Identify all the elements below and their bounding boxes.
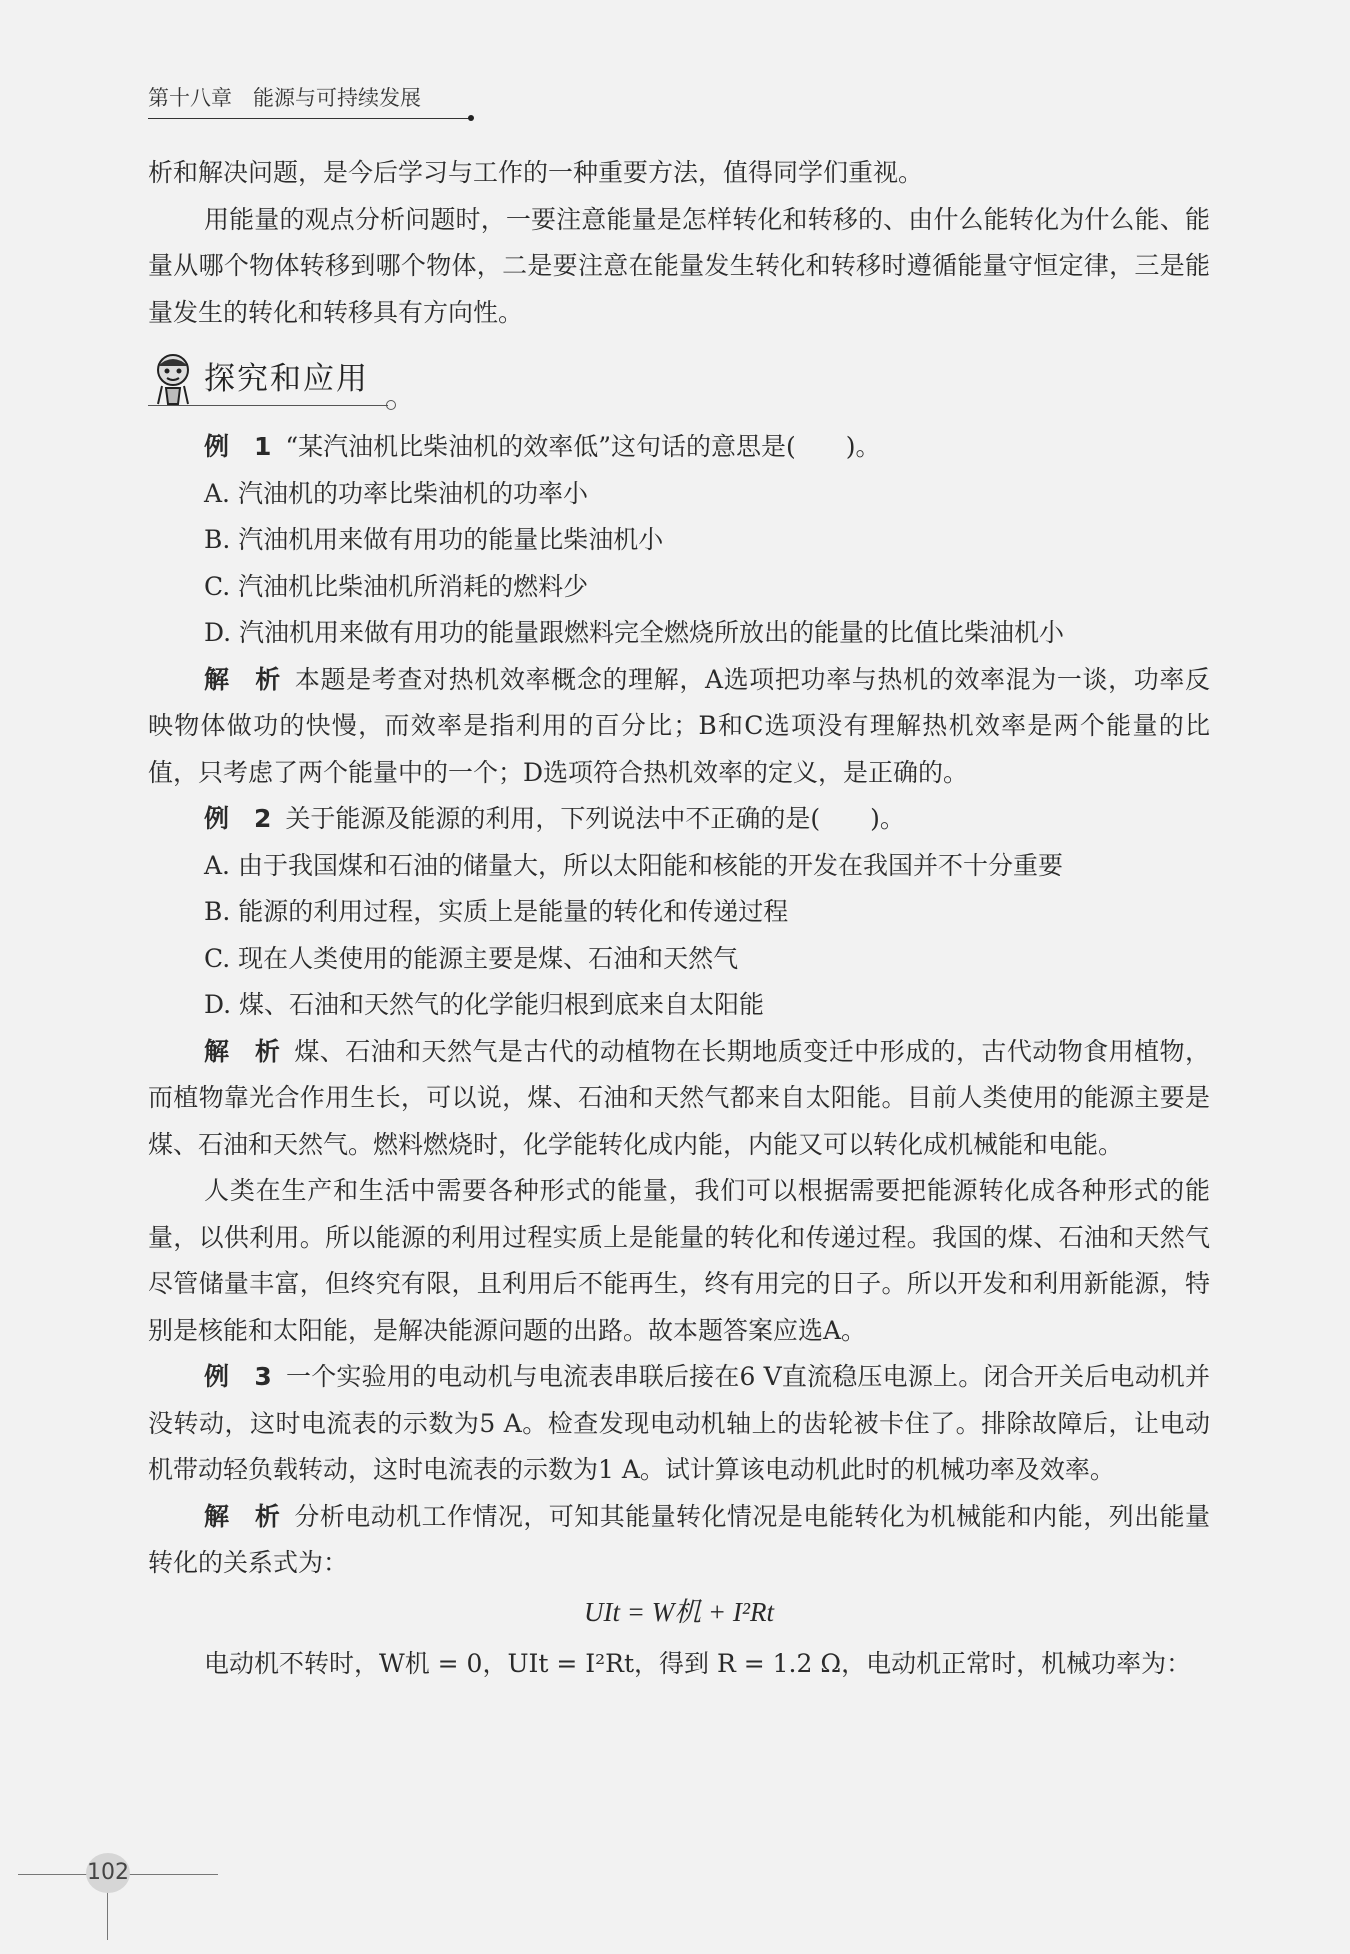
page-number: 102 — [86, 1853, 130, 1893]
example-2-label: 例 2 — [204, 804, 272, 833]
section-rule — [148, 405, 388, 406]
section-circle — [386, 400, 396, 410]
example-2-question: 例 2 关于能源及能源的利用，下列说法中不正确的是( )。 — [204, 804, 905, 833]
chapter-header: 第十八章 能源与可持续发展 — [148, 86, 421, 110]
example-1-option-d: D. 汽油机用来做有用功的能量跟燃料完全燃烧所放出的能量的比值比柴油机小 — [204, 618, 1065, 647]
example-2-analysis: 解 析 煤、石油和天然气是古代的动植物在长期地质变迁中形成的，古代动物食用植物，而植物靠光合作用生长，可以说，煤、石油和天然气都来自太阳能。目前人类使用的能源主要是煤、石油和天然气。燃料燃烧时，化学能转化成内能，内能又可以转化成机械能和电能。 — [148, 1036, 1210, 1159]
example-2-option-b: B. 能源的利用过程，实质上是能量的转化和传递过程 — [204, 897, 789, 926]
example-1-question: 例 1 “某汽油机比柴油机的效率低”这句话的意思是( )。 — [204, 432, 881, 461]
page-content — [148, 150, 1210, 1688]
example-1-analysis: 解 析 本题是考查对热机效率概念的理解，A选项把功率与热机的效率混为一谈，功率反映物体做功的快慢，而效率是指利用的百分比；B和C选项没有理解热机效率是两个能量的比值，只考虑了两个能量中的一个；D选项符合热机效率的定义，是正确的。 — [148, 664, 1210, 787]
example-3-question: 例 3 一个实验用的电动机与电流表串联后接在6 V直流稳压电源上。闭合开关后电动机并没转动，这时电流表的示数为5 A。检查发现电动机轴上的齿轮被卡住了。排除故障后，让电动机带动轻负载转动，这时电流表的示数为1 A。试计算该电动机此时的机械功率及效率。 — [148, 1362, 1210, 1484]
example-1-analysis-label: 解 析 — [204, 664, 281, 694]
example-3-analysis-label: 解 析 — [204, 1501, 281, 1531]
example-3-after-formula: 电动机不转时，W机 = 0，UIt = I²Rt，得到 R = 1.2 Ω，电动机正常时，机械功率为： — [204, 1649, 1192, 1678]
section-heading — [148, 342, 1210, 424]
mascot-icon — [150, 352, 196, 408]
example-2-analysis-continued: 人类在生产和生活中需要各种形式的能量，我们可以根据需要把能源转化成各种形式的能量，以供利用。所以能源的利用过程实质上是能量的转化和传递过程。我国的煤、石油和天然气尽管储量丰富，但终究有限，且利用后不能再生，终有用完的日子。所以开发和利用新能源，特别是核能和太阳能，是解决能源问题的出路。故本题答案应选A。 — [148, 1176, 1210, 1345]
header-dot — [468, 115, 474, 121]
intro-paragraph-1: 析和解决问题，是今后学习与工作的一种重要方法，值得同学们重视。 — [148, 158, 924, 187]
example-3-label: 例 3 — [204, 1362, 272, 1391]
example-1-option-c: C. 汽油机比柴油机所消耗的燃料少 — [204, 571, 589, 601]
example-1-option-a: A. 汽油机的功率比柴油机的功率小 — [204, 478, 588, 508]
energy-formula: UIt = W机 + I²Rt — [583, 1596, 774, 1627]
example-1-option-b: B. 汽油机用来做有用功的能量比柴油机小 — [204, 525, 664, 554]
intro-paragraph-2: 用能量的观点分析问题时，一要注意能量是怎样转化和转移的、由什么能转化为什么能、能量从哪个物体转移到哪个物体，二是要注意在能量发生转化和转移时遵循能量守恒定律，三是能量发生的转化和转移具有方向性。 — [148, 204, 1210, 327]
example-2-analysis-label: 解 析 — [204, 1036, 281, 1066]
section-title: 探究和应用 — [204, 361, 369, 397]
header-rule — [148, 118, 470, 119]
example-2-option-a: A. 由于我国煤和石油的储量大，所以太阳能和核能的开发在我国并不十分重要 — [204, 850, 1063, 880]
example-2-option-c: C. 现在人类使用的能源主要是煤、石油和天然气 — [204, 943, 739, 973]
example-2-option-d: D. 煤、石油和天然气的化学能归根到底来自太阳能 — [204, 990, 765, 1019]
example-3-analysis: 解 析 分析电动机工作情况，可知其能量转化情况是电能转化为机械能和内能，列出能量转化的关系式为： — [148, 1501, 1210, 1577]
example-1-label: 例 1 — [204, 432, 272, 461]
